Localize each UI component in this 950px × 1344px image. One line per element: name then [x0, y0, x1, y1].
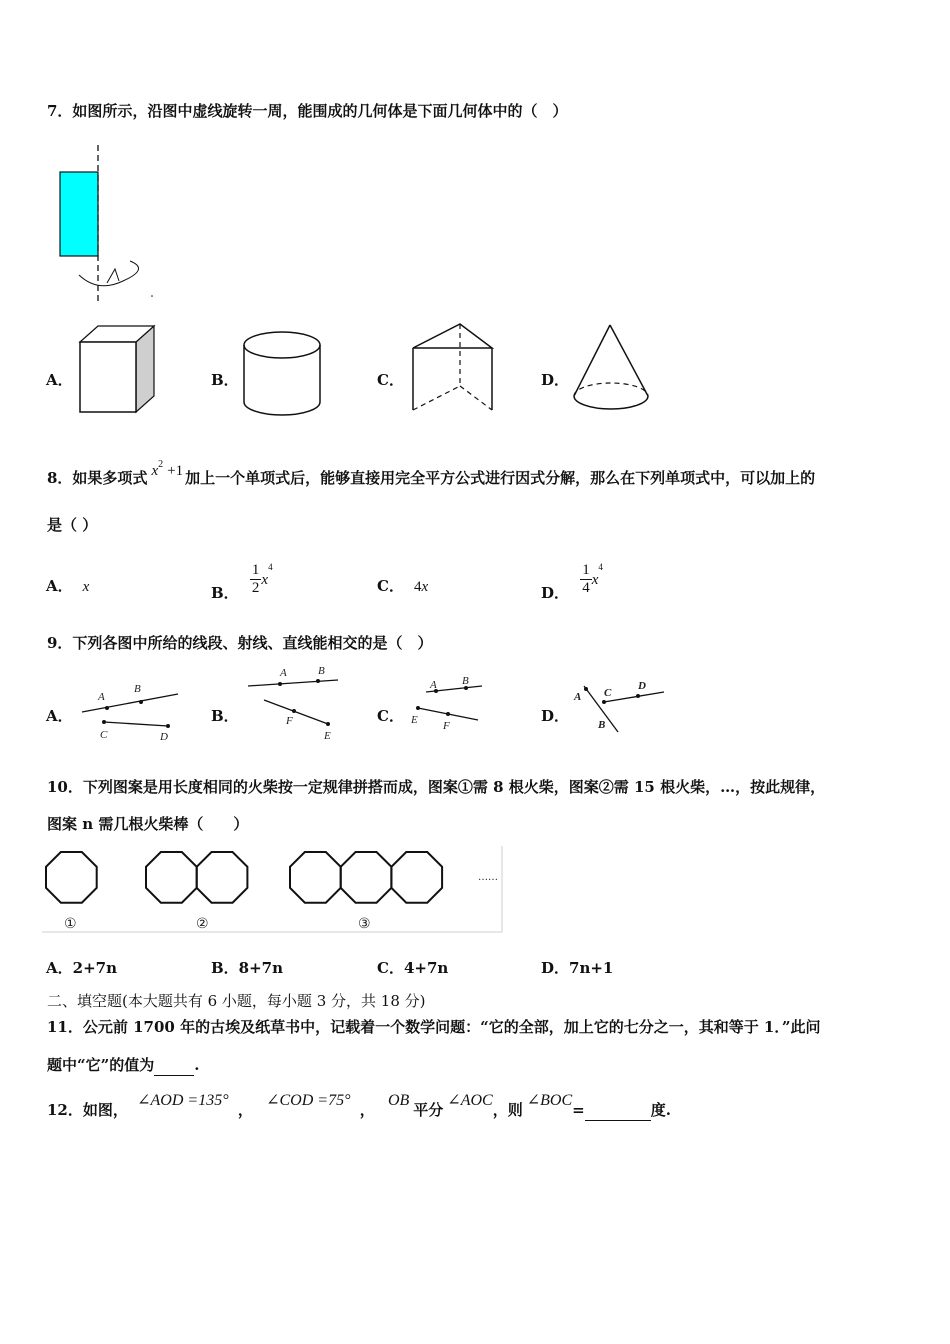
q7-option-c[interactable]: C．	[377, 371, 404, 389]
q10-option-b[interactable]: B．8+7n	[211, 959, 284, 977]
octagon-pattern-3c	[391, 852, 442, 903]
angle-cod: ∠COD =75°	[266, 1092, 351, 1109]
q10-matchstick-patterns	[40, 844, 505, 934]
triangular-prism-figure	[408, 320, 498, 416]
label-b: B	[598, 719, 606, 731]
q8-option-c[interactable]: C． 4x	[377, 577, 429, 595]
q8-option-d[interactable]: D． $\frac{1}{4}$ $x^4$	[541, 561, 603, 602]
pattern-ellipsis: ……	[478, 872, 498, 883]
q9-figure-d	[572, 674, 668, 734]
cylinder-figure	[240, 330, 326, 420]
q8-option-a[interactable]: A． x	[46, 577, 90, 595]
q9-option-d[interactable]: D．	[541, 707, 570, 725]
label-a: A	[280, 667, 287, 679]
cone-figure	[570, 322, 654, 414]
octagon-pattern-3b	[341, 852, 392, 903]
q7-option-a[interactable]: A．	[46, 371, 73, 389]
q9-stem: 9．下列各图中所给的线段、射线、直线能相交的是（ ）	[47, 634, 433, 652]
angle-boc: ∠BOC	[526, 1092, 573, 1109]
q12-line: 12．如图， ∠AOD =135° ， ∠COD =75° ， OB平分∠AOC，则∠BOC= 度.	[47, 1092, 671, 1119]
label-d: D	[638, 680, 646, 692]
q10-option-d[interactable]: D．7n+1	[541, 959, 614, 977]
q9-figure-c	[410, 674, 490, 734]
q7-option-b[interactable]: B．	[211, 371, 239, 389]
label-b: B	[134, 683, 141, 695]
q11-line1: 11．公元前 1700 年的古埃及纸草书中，记载着一个数学问题：“它的全部，加上它的七分之一，其和等于 1．”此问	[47, 1018, 821, 1036]
label-b: B	[462, 675, 469, 687]
q12-answer-blank[interactable]	[585, 1100, 651, 1121]
angle-aoc: ∠AOC	[447, 1092, 493, 1109]
q8-stem: 8．如果多项式 $x^2 +1$ 加上一个单项式后，能够直接用完全平方公式进行因式分解，那么在下列单项式中，可以加上的	[47, 459, 816, 487]
cylinder-top	[244, 332, 320, 358]
q9-option-b[interactable]: B．	[211, 707, 239, 725]
cube-figure	[78, 324, 158, 416]
q11-answer-blank[interactable]	[154, 1055, 194, 1076]
label-b: B	[318, 665, 325, 677]
q9-option-a[interactable]: A．	[46, 707, 73, 725]
q11-line2: 题中“它”的值为 .	[47, 1056, 200, 1074]
label-a: A	[574, 691, 582, 703]
q10-option-a[interactable]: A．2+7n	[46, 959, 117, 977]
octagon-pattern-3a	[290, 852, 341, 903]
angle-aod: ∠AOD =135°	[137, 1092, 229, 1109]
octagon-pattern-1	[46, 852, 97, 903]
q8-stem-line2: 是（ ）	[47, 516, 98, 534]
label-c: C	[604, 687, 612, 699]
octagon-pattern-2b	[197, 852, 248, 903]
pattern-label-2: ②	[196, 916, 209, 932]
label-e: E	[411, 714, 418, 726]
ray-ob: OB	[387, 1092, 410, 1109]
q8-option-b[interactable]: B． $\frac{1}{2}$ $x^4$	[211, 561, 273, 602]
pattern-label-1: ①	[64, 916, 77, 932]
label-a: A	[430, 679, 437, 691]
cube-front-face	[80, 342, 136, 412]
section-2-title: 二、填空题(本大题共有 6 小题，每小题 3 分，共 18 分)	[47, 992, 426, 1010]
cyan-rectangle	[60, 172, 98, 256]
octagon-pattern-2a	[146, 852, 197, 903]
label-f: F	[286, 715, 293, 727]
q10-stem-line2: 图案 n 需几根火柴棒（ ）	[47, 815, 249, 833]
q7-option-d[interactable]: D．	[541, 371, 570, 389]
q9-option-c[interactable]: C．	[377, 707, 404, 725]
q10-option-c[interactable]: C．4+7n	[377, 959, 449, 977]
q10-stem-line1: 10．下列图案是用长度相同的火柴按一定规律拼搭而成，图案①需 8 根火柴，图案②需 15 根火柴，…，按此规律，	[47, 778, 826, 796]
label-a: A	[98, 691, 105, 703]
polynomial-base: x	[151, 463, 159, 479]
q7-rotation-figure	[55, 143, 165, 303]
q7-stem: 7．如图所示，沿图中虚线旋转一周，能围成的几何体是下面几何体中的（ ）	[47, 102, 568, 120]
cylinder-bottom	[244, 402, 320, 415]
label-e: E	[324, 730, 331, 742]
label-c: C	[100, 729, 108, 741]
label-d: D	[160, 731, 168, 743]
label-f: F	[443, 720, 450, 732]
q9-figure-a	[78, 680, 188, 744]
q9-figure-b	[246, 664, 346, 744]
pattern-label-3: ③	[358, 916, 371, 932]
rotation-arrow-arc	[79, 261, 139, 286]
